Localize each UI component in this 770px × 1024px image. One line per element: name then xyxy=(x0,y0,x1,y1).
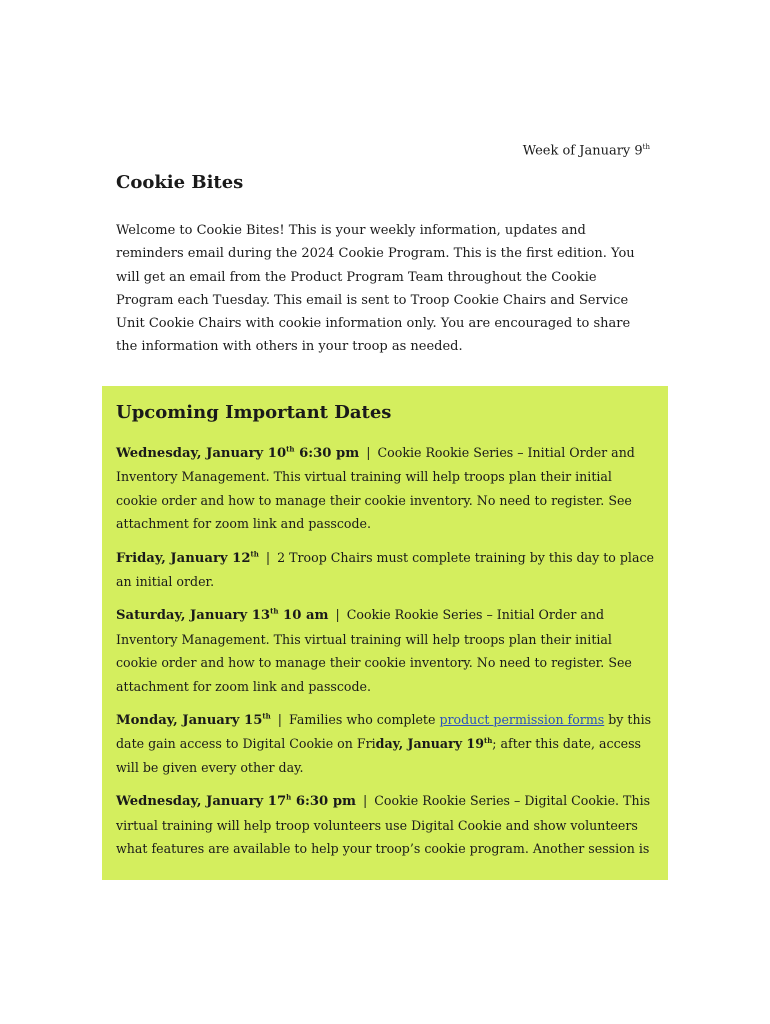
separator: | xyxy=(265,549,271,565)
event-date: Wednesday, January 17$^h$ 6:30 pm xyxy=(116,792,357,810)
event-description: Cookie Rookie Series – Initial Order and Inventory Management. This virtual training will help troops plan their initial cookie order and how to manage their cookie inventory. No need to register. See attachment for zoom link and passcode. xyxy=(116,607,632,694)
event-item xyxy=(116,441,654,536)
important-dates-section xyxy=(102,386,668,880)
intro-paragraph: Welcome to Cookie Bites! This is your weekly information, updates and reminders email during the 2024 Cookie Program. This is the first edition. You will get an email from the Product Program Team throughout the Cookie Program each Tuesday. This email is sent to Troop Cookie Chairs and Service Unit Cookie Chairs with cookie information only. You are encouraged to share the information with others in your troop as needed. xyxy=(116,223,635,355)
event-date: Saturday, January 13th 10 am xyxy=(116,607,329,624)
event-date: Monday, January 15th xyxy=(116,711,271,729)
event-date: Wednesday, January 10th 6:30 pm xyxy=(116,444,360,461)
page-title: Cookie Bites xyxy=(116,172,244,193)
event-description: Cookie Rookie Series – Digital Cookie. This virtual training will help troop volunteers use Digital Cookie and show volunteers what features are available to help your troop’s cookie program. Another session is xyxy=(116,793,651,857)
separator: | xyxy=(335,607,340,623)
event-description: Cookie Rookie Series – Initial Order and Inventory Management. This virtual training will help troops plan their initial cookie order and how to manage their cookie inventory. No need to register. See attachment for zoom link and passcode. xyxy=(116,445,635,532)
event-item xyxy=(116,603,654,698)
section-title: Upcoming Important Dates xyxy=(116,402,392,423)
separator: | xyxy=(363,793,368,809)
event-date: Friday, January 12th xyxy=(116,549,259,566)
event-description: Families who complete product permission forms by this date gain access to Digital Cookie on Friday, January 19th; after this date, access will be given every other day. xyxy=(116,712,652,775)
event-item xyxy=(116,546,654,594)
event-item xyxy=(116,789,654,860)
week-label: Week of January 9th xyxy=(522,143,650,159)
event-item xyxy=(116,708,654,779)
separator: | xyxy=(366,445,371,460)
event-description: 2 Troop Chairs must complete training by this day to place an initial order. xyxy=(116,549,654,590)
separator: | xyxy=(277,712,282,728)
product-permission-forms-link[interactable]: product permission forms xyxy=(439,712,605,728)
